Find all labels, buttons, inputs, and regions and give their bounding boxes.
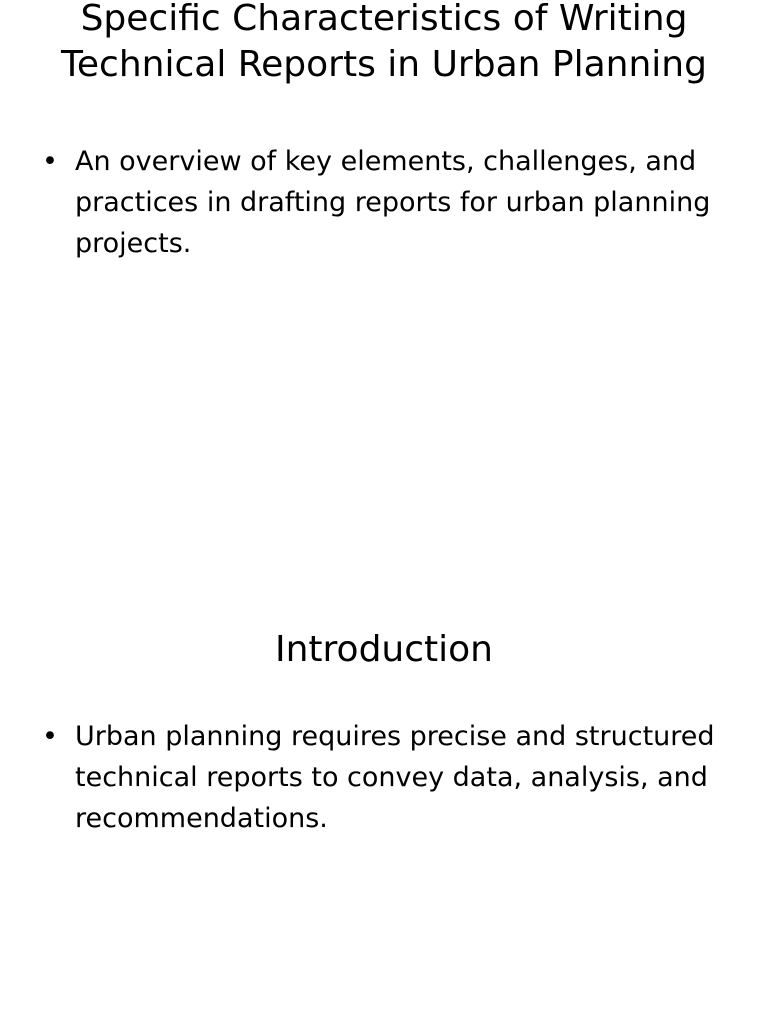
bullet-icon: • [42,146,58,177]
bullet-icon: • [42,721,58,752]
slide-1-bullet-list [42,141,742,264]
slide-2-title: Introduction [274,629,493,670]
slide-1-title: Specific Characteristics of Writing Technical Reports in Urban Planning [61,0,707,85]
slide-1-bullet-item [42,141,742,264]
slide-2 [0,576,768,1024]
slide-2-bullet-list [42,716,742,839]
slide-2-bullet-item [42,716,742,839]
slide-1-bullet-text: An overview of key elements, challenges, and practices in drafting reports for urban planning projects. [75,146,711,259]
slide-2-bullet-text: Urban planning requires precise and structured technical reports to convey data, analysis, and recommendations. [75,721,715,834]
